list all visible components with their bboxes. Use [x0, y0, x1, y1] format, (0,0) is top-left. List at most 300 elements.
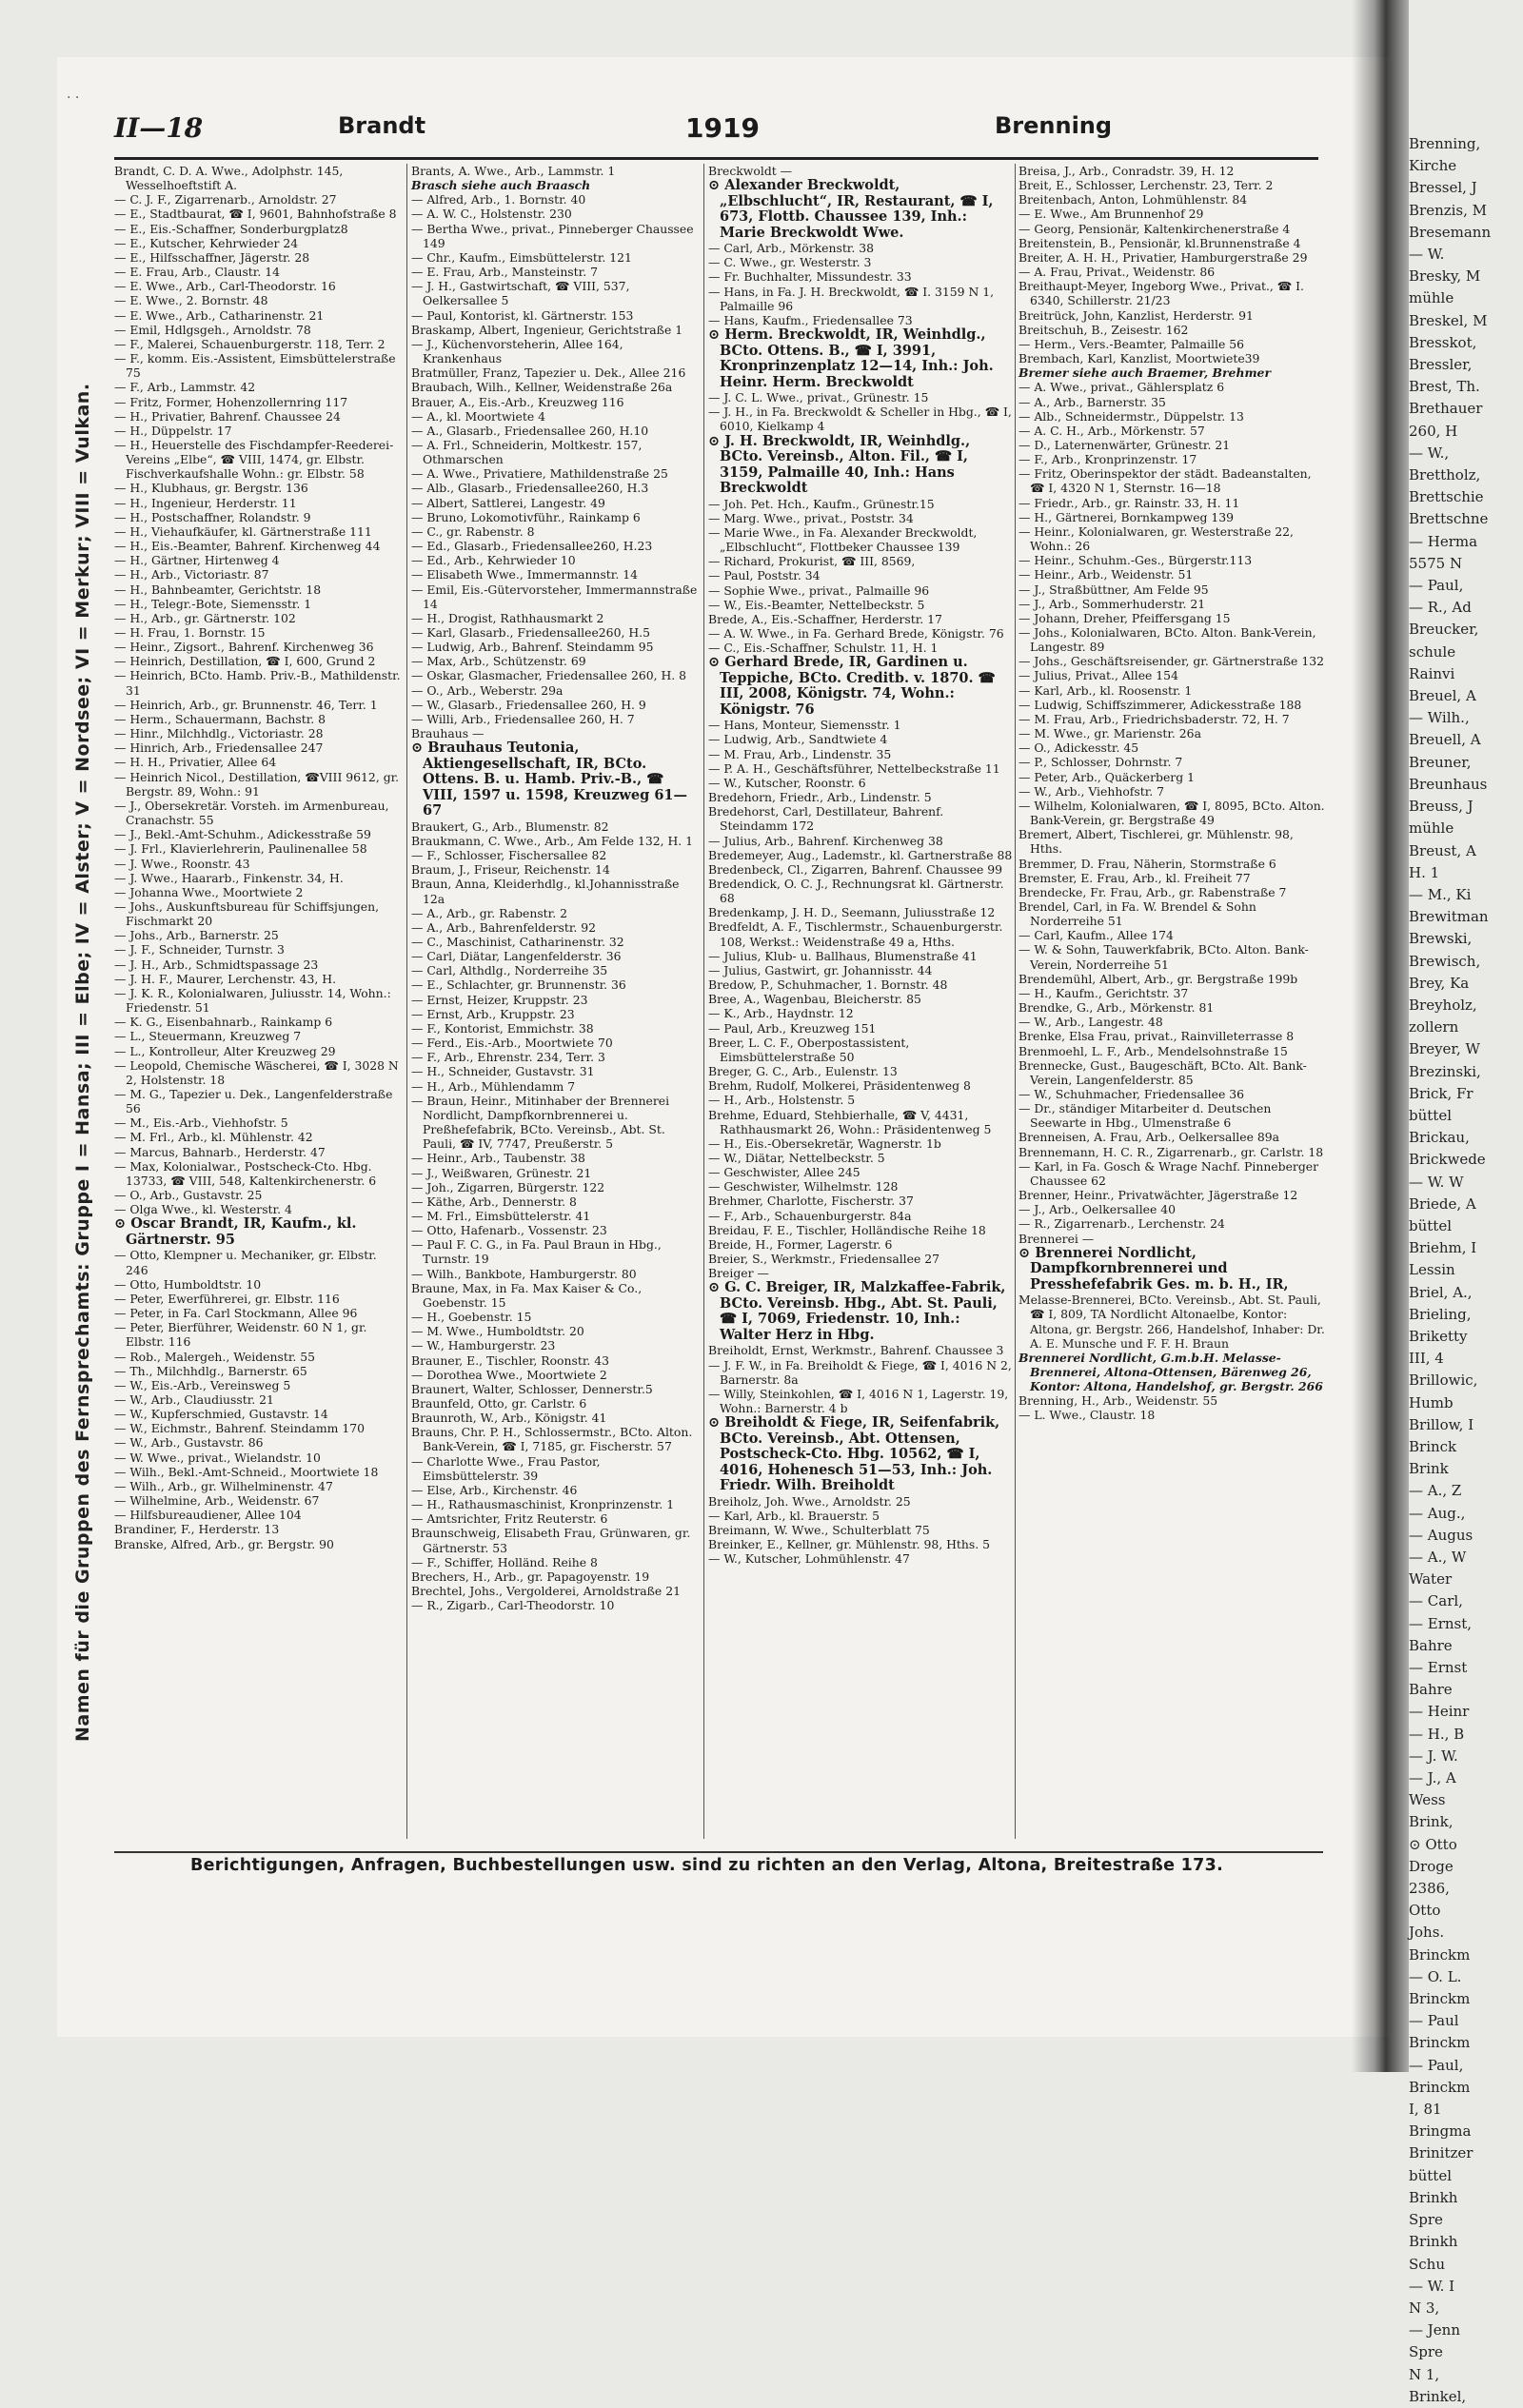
directory-entry: — F., Arb., Lammstr. 42 — [114, 380, 256, 395]
adjacent-page-line: Spre — [1409, 2343, 1443, 2361]
directory-entry: — M. Frl., Arb., kl. Mühlenstr. 42 — [114, 1130, 313, 1145]
directory-entry: — J. Wwe., Roonstr. 43 — [114, 856, 250, 871]
adjacent-page-line: — M., Ki — [1409, 885, 1472, 903]
adjacent-page-line: Briel, A., — [1409, 1283, 1473, 1301]
adjacent-page-line: Brillowic, — [1409, 1372, 1478, 1390]
directory-entry: — J., Obersekretär. Vorsteh. im Armenbureau, Cranachstr. 55 — [114, 798, 389, 828]
directory-entry: — Johs., Auskunftsbureau für Schiffsjungen, Fischmarkt 20 — [114, 898, 380, 929]
directory-entry: — Ed., Arb., Kehrwieder 10 — [411, 553, 576, 568]
directory-entry: Brehmer, Charlotte, Fischerstr. 37 — [708, 1194, 914, 1209]
adjacent-page-line: Bresemann — [1409, 223, 1492, 241]
adjacent-page-line: — Carl, — [1409, 1592, 1463, 1610]
directory-entry: — Richard, Prokurist, ☎ III, 8569, — [708, 554, 916, 569]
adjacent-page-line: Brick, Fr — [1409, 1084, 1474, 1102]
directory-entry: — E. Wwe., Arb., Catharinenstr. 21 — [114, 307, 325, 323]
adjacent-page-line: I, 81 — [1409, 2101, 1442, 2119]
firm-listing: ⊙ Breiholdt & Fiege, IR, Seifenfabrik, BCto. Vereinsb., Abt. Ottensen, Postscheck-Cto. Hbg. 10562, ☎ I, 4016, Hohenesch 51—53, Inh.: Joh. Friedr. Wilh. Breiholdt — [708, 1414, 1000, 1494]
adjacent-page-line: Brinckm — [1409, 2034, 1471, 2052]
directory-entry: Breier, S., Werkmstr., Friedensallee 27 — [708, 1252, 940, 1267]
directory-entry: — A., kl. Moortwiete 4 — [411, 408, 545, 424]
directory-entry: — J. F., Schneider, Turnstr. 3 — [114, 942, 285, 957]
adjacent-page-line: Brinckm — [1409, 1945, 1471, 1964]
adjacent-page-line: N 3, — [1409, 2299, 1440, 2317]
firm-listing: ⊙ Oscar Brandt, IR, Kaufm., kl. Gärtnerstr. 95 — [114, 1215, 357, 1248]
adjacent-page-line: Brink — [1409, 1460, 1449, 1478]
directory-entry: Brenning, H., Arb., Weidenstr. 55 — [1019, 1393, 1218, 1409]
directory-entry: Bree, A., Wagenbau, Bleicherstr. 85 — [708, 992, 921, 1007]
directory-entry: — Willy, Steinkohlen, ☎ I, 4016 N 1, Lagerstr. 19, Wohn.: Barnerstr. 4 b — [708, 1386, 1009, 1415]
directory-entry: — Ludwig, Schiffszimmerer, Adickesstraße 188 — [1019, 697, 1302, 712]
directory-entry: — F., Arb., Ehrenstr. 234, Terr. 3 — [411, 1050, 605, 1065]
directory-entry: — E. Wwe., Arb., Carl-Theodorstr. 16 — [114, 279, 336, 294]
directory-entry: — H., Kaufm., Gerichtstr. 37 — [1019, 985, 1189, 1000]
adjacent-page-line: Brewitman — [1409, 908, 1489, 926]
adjacent-page-line: — Paul, — [1409, 2056, 1464, 2074]
directory-entry: — Max, Kolonialwar., Postscheck-Cto. Hbg. 13733, ☎ VIII, 548, Kaltenkirchenerstr. 6 — [114, 1158, 377, 1188]
adjacent-page-line: Bressel, J — [1409, 179, 1477, 197]
directory-entry: — A., Arb., Bahrenfelderstr. 92 — [411, 919, 597, 935]
directory-entry: Breiter, A. H. H., Privatier, Hamburgerstraße 29 — [1019, 249, 1308, 265]
directory-entry: — J. Frl., Klavierlehrerin, Paulinenallee 58 — [114, 841, 367, 857]
adjacent-page-line: Breucker, — [1409, 621, 1479, 639]
directory-entry: Breisa, J., Arb., Conradstr. 39, H. 12 — [1019, 164, 1235, 178]
directory-entry: — Th., Milchhdlg., Barnerstr. 65 — [114, 1363, 307, 1378]
page-number: II—18 — [114, 112, 204, 144]
adjacent-page-line: Kirche — [1409, 157, 1457, 175]
directory-entry: — Heinr., Zigsort., Bahrenf. Kirchenweg 36 — [114, 640, 374, 655]
directory-entry: Melasse-Brennerei, BCto. Vereinsb., Abt. St. Pauli, ☎ I, 809, TA Nordlicht Altonaelbe, Kontor: Altona, gr. Bergstr. 266, Handelshof, Inhaber: Dr. A. E. Munsche und F. F. H. Braun — [1019, 1293, 1325, 1351]
directory-entry: — Hans, Monteur, Siemensstr. 1 — [708, 718, 901, 733]
directory-entry: — A. Frl., Schneiderin, Moltkestr. 157, Othmarschen — [411, 437, 643, 467]
adjacent-page-line: — W. — [1409, 246, 1445, 264]
directory-entry: Brendecke, Fr. Frau, Arb., gr. Rabenstraße 7 — [1019, 884, 1287, 899]
directory-entry: — J. H., in Fa. Breckwoldt & Scheller in Hbg., ☎ I, 6010, Kielkamp 4 — [708, 405, 1012, 434]
adjacent-page-line: — Herma — [1409, 532, 1478, 550]
directory-entry: Bredfeldt, A. F., Tischlermstr., Schauenburgerstr. 108, Werkst.: Weidenstraße 49 a, Hths. — [708, 919, 1003, 949]
directory-entry: Breiholz, Joh. Wwe., Arnoldstr. 25 — [708, 1493, 911, 1509]
directory-entry: Branske, Alfred, Arb., gr. Bergstr. 90 — [114, 1536, 334, 1551]
directory-entry: Brechtel, Johs., Vergolderei, Arnoldstraße 21 — [411, 1584, 681, 1599]
directory-entry: Breithaupt-Meyer, Ingeborg Wwe., Privat., ☎ I. 6340, Schillerstr. 21/23 — [1019, 279, 1304, 308]
directory-entry: — Max, Arb., Schützenstr. 69 — [411, 654, 586, 669]
directory-entry: — Charlotte Wwe., Frau Pastor, Eimsbüttelerstr. 39 — [411, 1453, 601, 1483]
directory-entry: — H. Frau, 1. Bornstr. 15 — [114, 625, 266, 640]
directory-entry: Braun, Anna, Kleiderhdlg., kl.Johannisstraße 12a — [411, 877, 680, 906]
adjacent-page-line: — Ernst, — [1409, 1614, 1473, 1632]
adjacent-page-line: Breuner, — [1409, 753, 1472, 771]
directory-entry: — Karl, Arb., kl. Roosenstr. 1 — [1019, 682, 1193, 698]
directory-entry: — J., Arb., Oelkersallee 40 — [1019, 1202, 1177, 1217]
directory-entry: — A., Arb., gr. Rabenstr. 2 — [411, 905, 567, 920]
directory-entry: — A. W. C., Holstenstr. 230 — [411, 207, 572, 222]
directory-entry: — Hinr., Milchhdlg., Victoriastr. 28 — [114, 726, 324, 741]
directory-entry: Bredow, P., Schuhmacher, 1. Bornstr. 48 — [708, 977, 948, 993]
directory-entry: — W., Eis.-Arb., Vereinsweg 5 — [114, 1377, 291, 1392]
telephone-groups-banner: Namen für die Gruppen des Fernsprechamts: Gruppe I = Hansa; III = Elbe; IV = Alster; V = Nordsee; VI = Merkur; VIII = Vulkan. — [72, 383, 93, 1742]
directory-entry: — Wilhelmine, Arb., Weidenstr. 67 — [114, 1493, 320, 1509]
column-divider — [703, 164, 704, 1839]
header-year: 1919 — [685, 112, 760, 144]
directory-entry: — Johs., Arb., Barnerstr. 25 — [114, 928, 279, 943]
directory-entry: — H., Goebenstr. 15 — [411, 1310, 532, 1325]
column-divider — [1015, 164, 1016, 1839]
directory-entry: — C. Wwe., gr. Westerstr. 3 — [708, 255, 872, 270]
directory-entry: — Amtsrichter, Fritz Reuterstr. 6 — [411, 1511, 608, 1527]
directory-entry: — W., Arb., Langestr. 48 — [1019, 1015, 1163, 1030]
adjacent-page-line: Brinckm — [1409, 2078, 1471, 2096]
directory-entry: — A. Frau, Privat., Weidenstr. 86 — [1019, 265, 1216, 280]
directory-entry: — H., Arb., gr. Gärtnerstr. 102 — [114, 610, 296, 625]
directory-entry: — C., gr. Rabenstr. 8 — [411, 523, 535, 539]
directory-entry: — Braun, Heinr., Mitinhaber der Brennerei Nordlicht, Dampfkornbrennerei u. Preßhefefabrik, BCto. Vereinsb., Abt. St. Pauli, ☎ IV, 7747, Preußerstr. 5 — [411, 1093, 670, 1152]
directory-entry: Brennerei Nordlicht, G.m.b.H. Melasse-Brennerei, Altona-Ottensen, Bärenweg 26, Kontor: Altona, Handelshof, gr. Bergstr. 266 — [1019, 1350, 1323, 1394]
directory-entry: — H., Gärtner, Hirtenweg 4 — [114, 553, 280, 568]
adjacent-page-line: Brettschie — [1409, 488, 1484, 506]
directory-entry: — Bruno, Lokomotivführ., Rainkamp 6 — [411, 509, 641, 524]
directory-entry: — Johanna Wwe., Moortwiete 2 — [114, 884, 304, 899]
directory-entry: Bredehorst, Carl, Destillateur, Bahrenf. Steindamm 172 — [708, 804, 944, 834]
directory-entry: Brauns, Chr. P. H., Schlossermstr., BCto. Alton. Bank-Verein, ☎ I, 7185, gr. Fischerstr. 57 — [411, 1425, 693, 1454]
directory-entry: — A. W. Wwe., in Fa. Gerhard Brede, Königstr. 76 — [708, 625, 1004, 641]
directory-entry: — Julius, Gastwirt, gr. Johannisstr. 44 — [708, 962, 933, 977]
directory-entry: Breer, L. C. F., Oberpostassistent, Eimsbüttelerstraße 50 — [708, 1035, 910, 1064]
directory-entry: — Peter, Arb., Quäckerberg 1 — [1019, 769, 1195, 784]
directory-entry: — H., Gärtnerei, Bornkampweg 139 — [1019, 509, 1235, 524]
directory-entry: — J. Wwe., Haararb., Finkenstr. 34, H. — [114, 870, 344, 885]
directory-entry: Breitenbach, Anton, Lohmühlenstr. 84 — [1019, 192, 1248, 207]
directory-entry: — Alfred, Arb., 1. Bornstr. 40 — [411, 192, 586, 207]
directory-entry: — Herm., Vers.-Beamter, Palmaille 56 — [1019, 336, 1245, 351]
directory-entry: — Johann, Dreher, Pfeiffersgang 15 — [1019, 610, 1231, 625]
adjacent-page-line: Brickau, — [1409, 1129, 1470, 1147]
directory-entry: — W., Hamburgerstr. 23 — [411, 1338, 556, 1353]
adjacent-page-line: — Aug., — [1409, 1504, 1466, 1522]
directory-entry: — H., Eis.-Obersekretär, Wagnerstr. 1b — [708, 1135, 941, 1151]
directory-entry: — Julius, Privat., Allee 154 — [1019, 668, 1178, 683]
directory-entry: — H., Schneider, Gustavstr. 31 — [411, 1064, 595, 1079]
directory-entry: — Fritz, Former, Hohenzollernring 117 — [114, 394, 348, 409]
adjacent-page-line: N 1, — [1409, 2365, 1440, 2383]
adjacent-page-line: Bresky, M — [1409, 267, 1481, 286]
directory-entry: — Wilhelm, Kolonialwaren, ☎ I, 8095, BCto. Alton. Bank-Verein, gr. Bergstraße 49 — [1019, 798, 1325, 828]
directory-entry: Brendke, G., Arb., Mörkenstr. 81 — [1019, 1000, 1215, 1016]
directory-entry: — L., Kontrolleur, Alter Kreuzweg 29 — [114, 1043, 336, 1058]
directory-entry: — Heinr., Arb., Taubenstr. 38 — [411, 1151, 585, 1166]
adjacent-page-line: — A., W — [1409, 1549, 1467, 1566]
directory-entry: Braunroth, W., Arb., Königstr. 41 — [411, 1411, 607, 1426]
adjacent-page-line: Breuss, J — [1409, 798, 1474, 816]
directory-entry: — Wilh., Bankbote, Hamburgerstr. 80 — [411, 1266, 637, 1281]
directory-entry: Braunert, Walter, Schlosser, Dennerstr.5 — [411, 1381, 653, 1396]
adjacent-page-fragment — [1409, 133, 1523, 2405]
directory-entry: — Julius, Arb., Bahrenf. Kirchenweg 38 — [708, 833, 943, 848]
directory-entry: — C., Eis.-Schaffner, Schulstr. 11, H. 1 — [708, 641, 939, 656]
directory-entry: — Karl, Arb., kl. Brauerstr. 5 — [708, 1508, 880, 1523]
directory-entry: — Peter, in Fa. Carl Stockmann, Allee 96 — [114, 1306, 358, 1321]
directory-entry: — Käthe, Arb., Dennerstr. 8 — [411, 1194, 577, 1209]
directory-entry: — F., Arb., Schauenburgerstr. 84a — [708, 1208, 912, 1223]
directory-entry: Brendemühl, Albert, Arb., gr. Bergstraße 199b — [1019, 971, 1298, 986]
directory-entry: — H., Arb., Victoriastr. 87 — [114, 567, 269, 582]
directory-entry: — A. Wwe., Privatiere, Mathildenstraße 25 — [411, 466, 668, 482]
directory-entry: — E., Hilfsschaffner, Jägerstr. 28 — [114, 249, 310, 265]
firm-listing: ⊙ J. H. Breckwoldt, IR, Weinhdlg., BCto. Vereinsb., Alton. Fil., ☎ I, 3159, Palmaille 40, Inh.: Hans Breckwoldt — [708, 432, 971, 497]
directory-entry: — R., Zigarrenarb., Lerchenstr. 24 — [1019, 1216, 1225, 1232]
directory-entry: — Marie Wwe., in Fa. Alexander Breckwoldt, „Elbschlucht“, Flottbeker Chaussee 139 — [708, 524, 978, 555]
adjacent-page-line: Brillow, I — [1409, 1415, 1474, 1433]
book-gutter-shadow — [1352, 0, 1409, 2072]
firm-listing: ⊙ Gerhard Brede, IR, Gardinen u. Teppiche, BCto. Creditb. v. 1870. ☎ III, 2008, Königstr. 74, Wohn.: Königstr. 76 — [708, 654, 996, 718]
directory-entry: — H., Postschaffner, Rolandstr. 9 — [114, 509, 311, 524]
adjacent-page-line: zollern — [1409, 1018, 1459, 1036]
directory-entry: — E., Stadtbaurat, ☎ I, 9601, Bahnhofstraße 8 — [114, 207, 397, 222]
directory-entry: Braune, Max, in Fa. Max Kaiser & Co., Goebenstr. 15 — [411, 1280, 643, 1310]
directory-entry: Brennerei — — [1019, 1231, 1095, 1246]
adjacent-page-line: H. 1 — [1409, 863, 1440, 881]
adjacent-page-line: Brickwede — [1409, 1151, 1486, 1169]
directory-entry: Bredenbeck, Cl., Zigarren, Bahrenf. Chaussee 99 — [708, 861, 1003, 877]
adjacent-page-line: Bahre — [1409, 1636, 1453, 1654]
adjacent-page-line: — R., Ad — [1409, 599, 1472, 617]
directory-entry: — J. K. R., Kolonialwaren, Juliusstr. 14, Wohn.: Friedenstr. 51 — [114, 985, 391, 1016]
adjacent-page-line: Humb — [1409, 1393, 1454, 1411]
directory-entry: — W., Eichmstr., Bahrenf. Steindamm 170 — [114, 1421, 365, 1436]
directory-entry: — Dorothea Wwe., Moortwiete 2 — [411, 1367, 607, 1382]
adjacent-page-line: Brink, — [1409, 1813, 1454, 1831]
directory-entry: Brede, A., Eis.-Schaffner, Herderstr. 17 — [708, 611, 942, 626]
adjacent-page-line: — Paul — [1409, 2012, 1459, 2030]
adjacent-page-line: Brezinski, — [1409, 1062, 1481, 1080]
directory-entry: — C., Maschinist, Catharinenstr. 32 — [411, 935, 624, 949]
directory-entry: — J. F. W., in Fa. Breiholdt & Fiege, ☎ I, 4016 N 2, Barnerstr. 8a — [708, 1357, 1012, 1387]
directory-entry: — Rob., Malergeh., Weidenstr. 55 — [114, 1349, 316, 1364]
directory-entry: — J., Arb., Sommerhuderstr. 21 — [1019, 596, 1206, 611]
directory-entry: Braskamp, Albert, Ingenieur, Gerichtstraße 1 — [411, 322, 683, 337]
directory-entry: Brauhaus — — [411, 726, 485, 741]
directory-entry: Brechers, H., Arb., gr. Papagoyenstr. 19 — [411, 1569, 650, 1584]
adjacent-page-line: Lessin — [1409, 1261, 1455, 1279]
directory-entry: — Hans, in Fa. J. H. Breckwoldt, ☎ I. 3159 N 1, Palmaille 96 — [708, 284, 995, 313]
directory-entry: — Wilh., Bekl.-Amt-Schneid., Moortwiete 18 — [114, 1464, 379, 1479]
adjacent-page-line: Brinkel, — [1409, 2387, 1467, 2405]
adjacent-page-line: Spre — [1409, 2211, 1443, 2229]
directory-entry: — Paul F. C. G., in Fa. Paul Braun in Hbg., Turnstr. 19 — [411, 1237, 662, 1267]
directory-entry: Breidau, F. E., Tischler, Holländische Reihe 18 — [708, 1222, 986, 1237]
directory-entry: — E. Frau, Arb., Claustr. 14 — [114, 265, 280, 280]
left-guide-word: Brandt — [338, 112, 426, 139]
directory-entry: — Julius, Klub- u. Ballhaus, Blumenstraße 41 — [708, 948, 978, 963]
directory-entry: — J. H. F., Maurer, Lerchenstr. 43, H. — [114, 971, 337, 986]
directory-entry: — O., Adickesstr. 45 — [1019, 740, 1139, 756]
adjacent-page-line: Bresskot, — [1409, 333, 1477, 351]
adjacent-page-line: — Augus — [1409, 1526, 1474, 1544]
adjacent-page-line: 5575 N — [1409, 554, 1463, 572]
adjacent-page-line: Brewisch, — [1409, 952, 1481, 970]
adjacent-page-line: — W. W — [1409, 1173, 1464, 1191]
directory-entry: — Carl, Kaufm., Allee 174 — [1019, 928, 1174, 943]
directory-entry: — Willi, Arb., Friedensallee 260, H. 7 — [411, 711, 635, 726]
directory-column-4 — [1019, 164, 1325, 1848]
directory-entry: — Ernst, Arb., Kruppstr. 23 — [411, 1006, 575, 1021]
directory-entry: — Herm., Schauermann, Bachstr. 8 — [114, 711, 326, 726]
directory-entry: Brauer, A., Eis.-Arb., Kreuzweg 116 — [411, 394, 624, 409]
directory-entry: — W., Kupferschmied, Gustavstr. 14 — [114, 1407, 328, 1422]
directory-entry: Braunfeld, Otto, gr. Carlstr. 6 — [411, 1396, 587, 1411]
adjacent-page-line: — Heinr — [1409, 1703, 1470, 1721]
directory-entry: — Ed., Glasarb., Friedensallee260, H.23 — [411, 539, 653, 554]
directory-entry: — Ludwig, Arb., Sandtwiete 4 — [708, 732, 888, 747]
directory-entry: — L., Steuermann, Kreuzweg 7 — [114, 1029, 302, 1044]
directory-entry: — M., Eis.-Arb., Viehhofstr. 5 — [114, 1115, 288, 1131]
directory-entry: — Hilfsbureaudiener, Allee 104 — [114, 1508, 302, 1523]
directory-entry: — E. Wwe., 2. Bornstr. 48 — [114, 293, 268, 308]
adjacent-page-line: Johs. — [1409, 1924, 1445, 1942]
directory-entry: — Olga Wwe., kl. Westerstr. 4 — [114, 1202, 292, 1217]
directory-entry: — Georg, Pensionär, Kaltenkirchenerstraße 4 — [1019, 221, 1291, 236]
directory-entry: — H., Privatier, Bahrenf. Chaussee 24 — [114, 408, 341, 424]
adjacent-page-line: Brinkh — [1409, 2233, 1458, 2251]
adjacent-page-line: — Wilh., — [1409, 709, 1470, 727]
directory-entry: Brants, A. Wwe., Arb., Lammstr. 1 — [411, 164, 616, 178]
adjacent-page-line: — Paul, — [1409, 577, 1464, 595]
adjacent-page-line: Brinckm — [1409, 1990, 1471, 2008]
directory-entry: — D., Laternenwärter, Grünestr. 21 — [1019, 437, 1231, 452]
directory-entry: — M. Frau, Arb., Friedrichsbaderstr. 72, H. 7 — [1019, 711, 1290, 726]
directory-entry: — Paul, Poststr. 34 — [708, 568, 821, 583]
directory-entry: Brenner, Heinr., Privatwächter, Jägerstraße 12 — [1019, 1188, 1298, 1203]
directory-entry: Bredehorn, Friedr., Arb., Lindenstr. 5 — [708, 790, 932, 805]
adjacent-page-line: Brewski, — [1409, 930, 1473, 948]
directory-entry: — H., Ingenieur, Herderstr. 11 — [114, 495, 297, 510]
directory-entry: — M. Wwe., Humboldtstr. 20 — [411, 1324, 584, 1339]
directory-entry: — Dr., ständiger Mitarbeiter d. Deutschen Seewarte in Hbg., Ulmenstraße 6 — [1019, 1101, 1272, 1131]
directory-entry: — Marcus, Bahnarb., Herderstr. 47 — [114, 1144, 326, 1159]
adjacent-page-line: — J., A — [1409, 1769, 1456, 1787]
directory-entry: Bremert, Albert, Tischlerei, gr. Mühlenstr. 98, Hths. — [1019, 827, 1294, 857]
directory-entry: — Ferd., Eis.-Arb., Moortwiete 70 — [411, 1036, 613, 1051]
directory-entry: — J. C. L. Wwe., privat., Grünestr. 15 — [708, 390, 929, 405]
scan-specks: · · — [67, 90, 80, 106]
directory-entry: — O., Arb., Weberstr. 29a — [411, 682, 564, 698]
directory-entry: Brauner, E., Tischler, Roonstr. 43 — [411, 1352, 610, 1368]
adjacent-page-line: III, 4 — [1409, 1350, 1444, 1368]
directory-entry: — H., Eis.-Beamter, Bahrenf. Kirchenweg 44 — [114, 539, 381, 554]
adjacent-page-line: Brey, Ka — [1409, 974, 1470, 992]
directory-entry: — Johs., Geschäftsreisender, gr. Gärtnerstraße 132 — [1019, 654, 1324, 669]
adjacent-page-line: 260, H — [1409, 422, 1458, 440]
directory-entry: Breckwoldt — — [708, 164, 793, 178]
directory-entry: — E., Eis.-Schaffner, Sonderburgplatz8 — [114, 221, 348, 236]
directory-entry: — H., Bahnbeamter, Gerichtstr. 18 — [114, 582, 322, 597]
adjacent-page-line: — H., B — [1409, 1725, 1465, 1743]
directory-entry: Bredemeyer, Aug., Lademstr., kl. Gartnerstraße 88 — [708, 847, 1013, 862]
adjacent-page-line: Bringma — [1409, 2122, 1472, 2141]
directory-entry: Brandiner, F., Herderstr. 13 — [114, 1522, 280, 1537]
directory-entry: — Heinr., Schuhm.-Ges., Bürgerstr.113 — [1019, 553, 1253, 568]
directory-entry: — E. Wwe., Am Brunnenhof 29 — [1019, 207, 1204, 222]
directory-entry: — A. C. H., Arb., Mörkenstr. 57 — [1019, 423, 1205, 438]
adjacent-page-line: Brenning, — [1409, 135, 1481, 152]
adjacent-page-line: Brethauer — [1409, 400, 1483, 418]
directory-entry: — W. & Sohn, Tauwerkfabrik, BCto. Alton. Bank-Verein, Norderreihe 51 — [1019, 942, 1309, 972]
directory-entry: — C. J. F., Zigarrenarb., Arnoldstr. 27 — [114, 192, 337, 207]
adjacent-page-line: — W. I — [1409, 2277, 1455, 2295]
directory-entry: Breiholdt, Ernst, Werkmstr., Bahrenf. Chaussee 3 — [708, 1343, 1004, 1358]
directory-entry: — Carl, Arb., Mörkenstr. 38 — [708, 241, 875, 256]
directory-column-1 — [114, 164, 402, 1848]
directory-entry: — R., Zigarb., Carl-Theodorstr. 10 — [411, 1598, 615, 1613]
directory-entry: — J., Küchenvorsteherin, Allee 164, Krankenhaus — [411, 336, 623, 366]
adjacent-page-line: Rainvi — [1409, 664, 1455, 682]
directory-entry: — M. Frau, Arb., Lindenstr. 35 — [708, 746, 892, 761]
adjacent-page-line: Brest, Th. — [1409, 378, 1480, 396]
directory-entry: Brehme, Eduard, Stehbierhalle, ☎ V, 4431, Rathhausmarkt 26, Wohn.: Präsidentenweg 5 — [708, 1107, 992, 1136]
adjacent-page-line: ⊙ Otto — [1409, 1835, 1457, 1853]
adjacent-page-line: Brettschne — [1409, 510, 1489, 528]
directory-entry: — P. A. H., Geschäftsführer, Nettelbeckstraße 11 — [708, 760, 1000, 776]
directory-entry: — Leopold, Chemische Wäscherei, ☎ I, 3028 N 2, Holstenstr. 18 — [114, 1057, 399, 1087]
adjacent-page-line: Breuell, A — [1409, 731, 1481, 749]
directory-entry: — J., Straßbüttner, Am Felde 95 — [1019, 582, 1209, 597]
directory-entry: — E., Kutscher, Kehrwieder 24 — [114, 235, 299, 250]
directory-entry: — W., Glasarb., Friedensallee 260, H. 9 — [411, 697, 646, 712]
directory-entry: — M. Frl., Eimsbüttelerstr. 41 — [411, 1208, 591, 1223]
directory-entry: — Bertha Wwe., privat., Pinneberger Chaussee 149 — [411, 221, 694, 250]
directory-entry: Brennecke, Gust., Baugeschäft, BCto. Alt. Bank-Verein, Langenfelderstr. 85 — [1019, 1057, 1307, 1087]
directory-entry: — K., Arb., Haydnstr. 12 — [708, 1006, 854, 1021]
header-rule — [114, 157, 1318, 160]
adjacent-page-line: Water — [1409, 1570, 1453, 1589]
directory-entry: Braukmann, C. Wwe., Arb., Am Felde 132, H. 1 — [411, 833, 694, 848]
firm-listing: ⊙ Alexander Breckwoldt, „Elbschlucht“, IR, Restaurant, ☎ I, 673, Flottb. Chaussee 139, Inh.: Marie Breckwoldt Wwe. — [708, 177, 994, 241]
adjacent-page-line: Breyholz, — [1409, 996, 1477, 1014]
adjacent-page-line: mühle — [1409, 819, 1454, 838]
directory-entry: — Albert, Sattlerei, Langestr. 49 — [411, 495, 605, 510]
adjacent-page-line: — J. W. — [1409, 1747, 1458, 1765]
directory-entry: — Geschwister, Allee 245 — [708, 1165, 860, 1180]
directory-entry: — Joh. Pet. Hch., Kaufm., Grünestr.15 — [708, 496, 935, 511]
directory-entry: — Paul, Arb., Kreuzweg 151 — [708, 1020, 877, 1036]
adjacent-page-line: Droge — [1409, 1857, 1454, 1875]
directory-entry: — Oskar, Glasmacher, Friedensallee 260, H. 8 — [411, 668, 687, 683]
directory-entry: Bredendick, O. C. J., Rechnungsrat kl. Gärtnerstr. 68 — [708, 877, 1004, 906]
directory-entry: — Ludwig, Arb., Bahrenf. Steindamm 95 — [411, 640, 654, 655]
directory-entry: — M. G., Tapezier u. Dek., Langenfelderstraße 56 — [114, 1087, 393, 1116]
directory-entry: — O., Arb., Gustavstr. 25 — [114, 1188, 263, 1203]
directory-entry: — Marg. Wwe., privat., Poststr. 34 — [708, 510, 914, 525]
directory-entry: — Heinrich, BCto. Hamb. Priv.-B., Mathildenstr. 31 — [114, 668, 401, 698]
directory-entry: — H., Telegr.-Bote, Siemensstr. 1 — [114, 596, 312, 611]
directory-entry: — M. Wwe., gr. Marienstr. 26a — [1019, 726, 1201, 741]
directory-entry: — Sophie Wwe., privat., Palmaille 96 — [708, 582, 930, 598]
adjacent-page-line: Bressler, — [1409, 356, 1473, 374]
directory-entry: — F., Kontorist, Emmichstr. 38 — [411, 1020, 594, 1036]
adjacent-page-line: büttel — [1409, 1106, 1452, 1124]
directory-entry: Brandt, C. D. A. Wwe., Adolphstr. 145, Wesselhoeftstift A. — [114, 164, 344, 193]
directory-entry: — Carl, Diätar, Langenfelderstr. 36 — [411, 949, 622, 964]
directory-entry: Breit, E., Schlosser, Lerchenstr. 23, Terr. 2 — [1019, 178, 1274, 193]
firm-listing: ⊙ G. C. Breiger, IR, Malzkaffee-Fabrik, BCto. Vereinsb. Hbg., Abt. St. Pauli, ☎ I, 7069, Friedenstr. 10, Inh.: Walter Herz in Hbg. — [708, 1279, 1006, 1343]
adjacent-page-line: — A., Z — [1409, 1482, 1462, 1500]
directory-entry: — Otto, Humboldtstr. 10 — [114, 1276, 262, 1292]
directory-entry: — Emil, Eis.-Gütervorsteher, Immermannstraße 14 — [411, 582, 698, 611]
adjacent-page-line: schule — [1409, 642, 1456, 661]
publisher-footer: Berichtigungen, Anfragen, Buchbestellungen usw. sind zu richten an den Verlag, Altona, Breitestraße 173. — [190, 1856, 1224, 1875]
adjacent-page-line: Brinkh — [1409, 2188, 1458, 2206]
directory-column-2 — [411, 164, 699, 1848]
directory-entry: — Otto, Hafenarb., Vossenstr. 23 — [411, 1223, 607, 1238]
directory-entry: — Heinrich, Arb., gr. Brunnenstr. 46, Terr. 1 — [114, 697, 378, 712]
